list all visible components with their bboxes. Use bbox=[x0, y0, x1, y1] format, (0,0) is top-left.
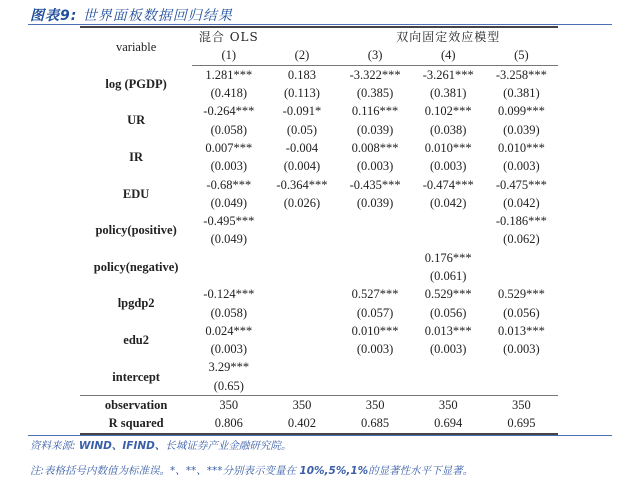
source-note bbox=[30, 438, 291, 453]
table-row-coef bbox=[80, 65, 558, 84]
column-header: (3) bbox=[339, 46, 412, 65]
standard-error-cell bbox=[412, 230, 485, 248]
summary-value: 0.402 bbox=[265, 414, 338, 433]
standard-error-cell: (0.003) bbox=[430, 342, 467, 357]
standard-error-cell: (0.003) bbox=[503, 342, 540, 357]
standard-error-cell: (0.058) bbox=[210, 122, 248, 137]
standard-error-cell: (0.039) bbox=[356, 195, 394, 210]
bottom-underline bbox=[28, 435, 612, 436]
standard-error-cell: (0.049) bbox=[210, 195, 248, 210]
standard-error-cell bbox=[265, 267, 338, 285]
column-header: (2) bbox=[265, 46, 338, 65]
standard-error-cell bbox=[265, 230, 338, 248]
coefficient-cell: -3.322*** bbox=[349, 67, 401, 82]
standard-error-cell: (0.004) bbox=[283, 159, 321, 174]
standard-error-cell: (0.003) bbox=[503, 159, 540, 174]
table-row-coef bbox=[80, 139, 558, 157]
summary-value: 350 bbox=[265, 395, 338, 414]
standard-error-cell bbox=[339, 230, 412, 248]
standard-error-cell: (0.003) bbox=[430, 159, 467, 174]
figure-number: 图表9: bbox=[30, 8, 78, 24]
column-header: (5) bbox=[485, 46, 558, 65]
source-label: 资料来源: bbox=[30, 440, 76, 452]
coefficient-cell: 0.010*** bbox=[424, 140, 472, 155]
coefficient-cell: -0.264*** bbox=[203, 104, 255, 119]
coefficient-cell bbox=[265, 212, 338, 230]
coefficient-cell bbox=[339, 212, 412, 230]
standard-error-cell: (0.05) bbox=[286, 122, 318, 137]
summary-label: observation bbox=[80, 395, 192, 414]
coefficient-cell: 0.529*** bbox=[497, 287, 545, 302]
note-significance-levels: 10%,5%,1% bbox=[299, 465, 369, 477]
standard-error-cell: (0.003) bbox=[356, 159, 394, 174]
variable-name: log (PGDP) bbox=[105, 76, 167, 91]
standard-error-cell: (0.113) bbox=[283, 86, 320, 101]
standard-error-cell: (0.058) bbox=[210, 305, 248, 320]
variable-name: IR bbox=[129, 150, 144, 165]
summary-value: 0.694 bbox=[412, 414, 485, 433]
pooled-ols-header: 混合 OLS bbox=[192, 27, 265, 46]
summary-value: 350 bbox=[412, 395, 485, 414]
coefficient-cell bbox=[265, 285, 338, 303]
table-row-coef bbox=[80, 102, 558, 120]
coefficient-cell: -3.261*** bbox=[422, 67, 474, 82]
standard-error-cell bbox=[265, 303, 338, 321]
variable-name: policy(negative) bbox=[93, 259, 179, 274]
coefficient-cell: -0.435*** bbox=[349, 177, 401, 192]
standard-error-cell: (0.381) bbox=[503, 86, 540, 101]
title-underline bbox=[28, 24, 612, 25]
variable-name: policy(positive) bbox=[95, 223, 177, 238]
coefficient-cell: 0.007*** bbox=[205, 140, 253, 155]
coefficient-cell: 0.116*** bbox=[351, 104, 399, 119]
coefficient-cell: 0.099*** bbox=[497, 104, 545, 119]
significance-note bbox=[30, 463, 473, 478]
coefficient-cell: 0.529*** bbox=[424, 287, 472, 302]
standard-error-cell bbox=[265, 377, 338, 396]
standard-error-cell: (0.65) bbox=[213, 378, 244, 393]
variable-header: variable bbox=[80, 27, 192, 65]
standard-error-cell bbox=[485, 377, 558, 396]
standard-error-cell: (0.039) bbox=[356, 122, 394, 137]
coefficient-cell: -0.68*** bbox=[206, 177, 252, 192]
standard-error-cell bbox=[485, 267, 558, 285]
table-row-coef bbox=[80, 358, 558, 376]
standard-error-cell: (0.038) bbox=[430, 122, 467, 137]
coefficient-cell: -0.004 bbox=[285, 140, 319, 155]
standard-error-cell: (0.418) bbox=[210, 86, 248, 101]
column-header: (4) bbox=[412, 46, 485, 65]
coefficient-cell: 0.013*** bbox=[424, 323, 472, 338]
fixed-effects-header: 双向固定效应模型 bbox=[339, 27, 558, 46]
table-row-coef bbox=[80, 285, 558, 303]
coefficient-cell bbox=[412, 212, 485, 230]
standard-error-cell: (0.056) bbox=[430, 305, 467, 320]
coefficient-cell: -0.495*** bbox=[203, 214, 255, 229]
coefficient-cell: 0.013*** bbox=[497, 323, 545, 338]
standard-error-cell: (0.057) bbox=[356, 305, 394, 320]
coefficient-cell: 1.281*** bbox=[205, 67, 253, 82]
source-databases: WIND、IFIND、 bbox=[78, 440, 166, 452]
summary-value: 0.695 bbox=[485, 414, 558, 433]
summary-value: 350 bbox=[339, 395, 412, 414]
standard-error-cell bbox=[339, 377, 412, 396]
standard-error-cell: (0.039) bbox=[503, 122, 540, 137]
standard-error-cell bbox=[192, 267, 265, 285]
coefficient-cell: 0.010*** bbox=[497, 140, 545, 155]
standard-error-cell bbox=[265, 340, 338, 358]
standard-error-cell: (0.381) bbox=[430, 86, 467, 101]
coefficient-cell bbox=[412, 358, 485, 376]
standard-error-cell bbox=[412, 377, 485, 396]
source-institution: 长城证券产业金融研究院。 bbox=[165, 440, 292, 452]
standard-error-cell: (0.003) bbox=[356, 342, 394, 357]
variable-name: edu2 bbox=[123, 333, 149, 348]
coefficient-cell: 0.527*** bbox=[351, 287, 399, 302]
standard-error-cell: (0.385) bbox=[356, 86, 394, 101]
coefficient-cell: 3.29*** bbox=[208, 360, 250, 375]
note-text-b: 的显著性水平下显著。 bbox=[368, 465, 474, 477]
regression-table bbox=[80, 26, 558, 435]
coefficient-cell: -0.091* bbox=[282, 104, 322, 119]
note-text-a: 注:表格括号内数值为标准误。*、**、***分别表示变量在 bbox=[30, 465, 297, 477]
summary-value: 350 bbox=[192, 395, 265, 414]
coefficient-cell: -0.186*** bbox=[495, 214, 547, 229]
standard-error-cell: (0.042) bbox=[430, 195, 467, 210]
variable-name: intercept bbox=[112, 369, 160, 384]
coefficient-cell: -0.364*** bbox=[276, 177, 328, 192]
coefficient-cell: -0.124*** bbox=[203, 287, 255, 302]
standard-error-cell: (0.003) bbox=[210, 159, 248, 174]
summary-value: 350 bbox=[485, 395, 558, 414]
standard-error-cell: (0.003) bbox=[210, 342, 248, 357]
summary-value: 0.685 bbox=[339, 414, 412, 433]
coefficient-cell: 0.183 bbox=[287, 67, 316, 82]
summary-label: R squared bbox=[80, 414, 192, 433]
table-row-coef bbox=[80, 175, 558, 193]
table-row-coef bbox=[80, 212, 558, 230]
coefficient-cell: 0.102*** bbox=[424, 104, 472, 119]
coefficient-cell bbox=[485, 358, 558, 376]
coefficient-cell: -0.475*** bbox=[495, 177, 547, 192]
coefficient-cell: 0.176*** bbox=[424, 250, 472, 265]
variable-name: EDU bbox=[122, 186, 150, 201]
table-row-coef bbox=[80, 322, 558, 340]
header-row-groups bbox=[80, 27, 558, 46]
coefficient-cell bbox=[265, 249, 338, 267]
table-row-coef bbox=[80, 249, 558, 267]
summary-row bbox=[80, 395, 558, 414]
summary-row bbox=[80, 414, 558, 433]
figure-title-text: 世界面板数据回归结果 bbox=[82, 8, 233, 24]
coefficient-cell: -3.258*** bbox=[495, 67, 547, 82]
variable-name: lpgdp2 bbox=[117, 296, 155, 311]
summary-value: 0.806 bbox=[192, 414, 265, 433]
coefficient-cell bbox=[192, 249, 265, 267]
coefficient-cell bbox=[339, 249, 412, 267]
coefficient-cell: 0.010*** bbox=[351, 323, 399, 338]
standard-error-cell: (0.061) bbox=[430, 269, 467, 283]
figure-title bbox=[30, 5, 233, 25]
coefficient-cell bbox=[485, 249, 558, 267]
variable-name: UR bbox=[127, 113, 146, 128]
coefficient-cell: 0.008*** bbox=[351, 140, 399, 155]
standard-error-cell: (0.056) bbox=[503, 305, 540, 320]
coefficient-cell: 0.024*** bbox=[205, 323, 253, 338]
standard-error-cell: (0.049) bbox=[210, 232, 248, 247]
standard-error-cell: (0.042) bbox=[503, 195, 540, 210]
standard-error-cell: (0.026) bbox=[283, 195, 321, 210]
coefficient-cell bbox=[265, 322, 338, 340]
coefficient-cell bbox=[265, 358, 338, 376]
standard-error-cell: (0.062) bbox=[503, 232, 540, 247]
column-header: (1) bbox=[192, 46, 265, 65]
coefficient-cell: -0.474*** bbox=[422, 177, 474, 192]
coefficient-cell bbox=[339, 358, 412, 376]
standard-error-cell bbox=[339, 267, 412, 285]
